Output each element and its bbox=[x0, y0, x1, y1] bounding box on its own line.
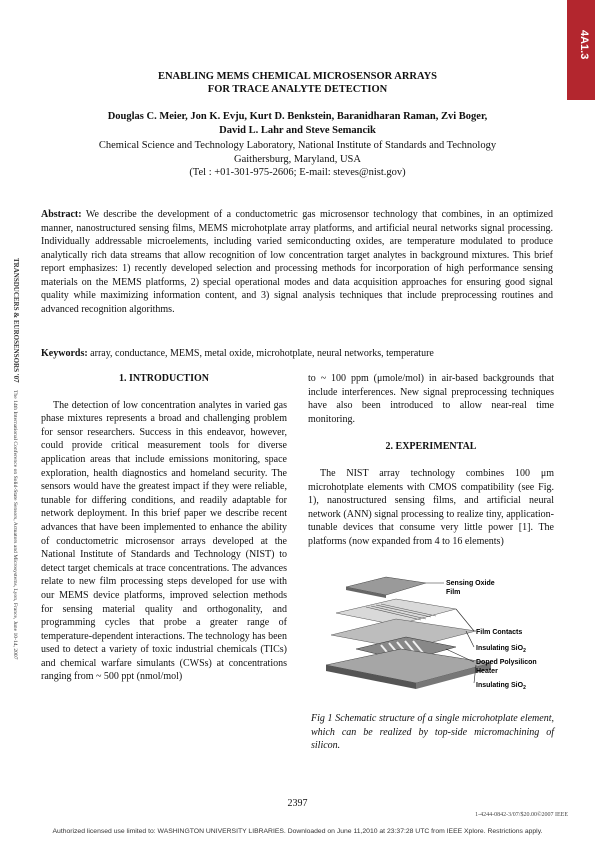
page-number: 2397 bbox=[287, 798, 308, 809]
title-line-2: FOR TRACE ANALYTE DETECTION bbox=[207, 84, 388, 95]
intro-continued: to ~ 100 ppm (μmole/mol) in air-based backgrounds that include interferences. New signal preprocessing techniques have also been introduced to allow near-real time monitoring. bbox=[308, 373, 554, 425]
abstract-label: Abstract: bbox=[41, 209, 82, 220]
insulating-oxide-layer-2 bbox=[326, 649, 491, 683]
abstract bbox=[41, 208, 553, 316]
intro-heading: 1. INTRODUCTION bbox=[118, 373, 209, 384]
conference-sidebar bbox=[8, 258, 22, 668]
conference-details: The 14th International Conference on Solid-State Sensors, Actuators and Microsystems, Lyon, France, June 10-14, 2007 bbox=[12, 389, 18, 660]
label-doped-polysilicon: Doped Polysilicon bbox=[476, 659, 537, 666]
microhotplate-figure bbox=[326, 565, 556, 705]
session-tab bbox=[567, 0, 595, 100]
affiliation bbox=[40, 139, 555, 180]
abstract-text: We describe the development of a conductometric gas microsensor technology that combines, in an optimized manner, nanostructured sensing films, MEMS microhotplate array platforms, and artificial neural networks signal processing. Individually addressable microelements, including varied semiconducting oxides, are temperature modulated to produce analytically rich data streams that allow recognition of low concentration target analytes in background mixtures. This brief report emphasizes: 1) recently developed selection and processing methods for incorporation of high performance sensing materials on the MEMS platforms, 2) special operational modes and data acquisition approaches for ensuring good signal quality while maximizing information content, and 3) signal analysis techniques that include preprocessing routines and advanced recognition algorithms. bbox=[41, 209, 553, 315]
experimental-paragraph: The NIST array technology combines 100 μm microhotplate elements with CMOS compatibility (see Fig. 1), nanostructured sensing films, and artificial neural network (ANN) signal processing to realize tiny, application-tunable devices that consume very little power [1]. The platforms (now expanded from 4 to 16 elements) bbox=[308, 467, 554, 547]
conference-name: TRANSDUCERS & EUROSENSORS '07 bbox=[12, 258, 20, 383]
contact-line: (Tel : +01-301-975-2606; E-mail: steves@nist.gov) bbox=[189, 167, 406, 178]
label-sensing-oxide: Sensing Oxide bbox=[446, 580, 495, 587]
license-notice: Authorized licensed use limited to: WASHINGTON UNIVERSITY LIBRARIES. Downloaded on June 11,2010 at 23:37:28 UTC from IEEE Xplore. Restrictions apply. bbox=[52, 828, 543, 835]
left-column bbox=[41, 372, 287, 684]
label-insulating-2: Insulating SiO$_2$ bbox=[476, 682, 526, 691]
figure-caption: Fig 1 Schematic structure of a single microhotplate element, which can be realized by top-side micromachining of silicon. bbox=[311, 713, 554, 751]
isbn-line: 1-4244-0842-3/07/$20.00©2007 IEEE bbox=[475, 812, 568, 818]
affiliation-line-1: Chemical Science and Technology Laboratory, National Institute of Standards and Technology bbox=[98, 140, 497, 151]
session-code: 4A1.3 bbox=[578, 30, 590, 60]
label-film-contacts: Film Contacts bbox=[476, 629, 523, 636]
label-film: Film bbox=[446, 589, 461, 596]
keywords-label: Keywords: bbox=[41, 348, 88, 359]
affiliation-line-2: Gaithersburg, Maryland, USA bbox=[234, 153, 361, 165]
intro-paragraph: The detection of low concentration analytes in varied gas phase mixtures represents a broad and challenging problem for sensor researchers. Success in this endeavor, however, could provide critical measurement tools for diverse application areas that include emissions monitoring, space exploration, health diagnostics and homeland security. The sensors would have the greatest impact if they were reliable, tunable for differing conditions, and readily adaptable for network deployment. In this brief paper we describe recent advances that have been implemented to enhance the ability of conductometric microsensor arrays developed at the National Institute of Standards and Technology (NIST) to detect target chemicals at trace concentrations. The advances relate to new film processing steps developed for use with our MEMS device platforms, improved selection methods for sensing material quality and orthogonality, and programming cycles that probe a greater range of temperature-dependent interactions. The technology has been used to detect a variety of toxic industrial chemicals (TICs) and chemical warfare simulants (CWSs) at concentrations ranging from ~ 500 ppt (nmol/mol) bbox=[41, 399, 287, 683]
author-list bbox=[60, 110, 535, 138]
keywords-text: array, conductance, MEMS, metal oxide, microhotplate, neural networks, temperature bbox=[90, 348, 434, 359]
label-insulating-1: Insulating SiO$_2$ bbox=[476, 645, 526, 654]
keywords bbox=[41, 347, 553, 360]
label-heater: Heater bbox=[476, 668, 498, 675]
authors-line-2: David L. Lahr and Steve Semancik bbox=[219, 125, 376, 136]
experimental-heading: 2. EXPERIMENTAL bbox=[385, 441, 477, 453]
right-column bbox=[308, 372, 554, 549]
title-line-1: ENABLING MEMS CHEMICAL MICROSENSOR ARRAYS bbox=[157, 71, 438, 82]
authors-line-1: Douglas C. Meier, Jon K. Evju, Kurt D. Benkstein, Baranidharan Raman, Zvi Boger, bbox=[107, 111, 488, 122]
paper-title bbox=[60, 70, 535, 96]
